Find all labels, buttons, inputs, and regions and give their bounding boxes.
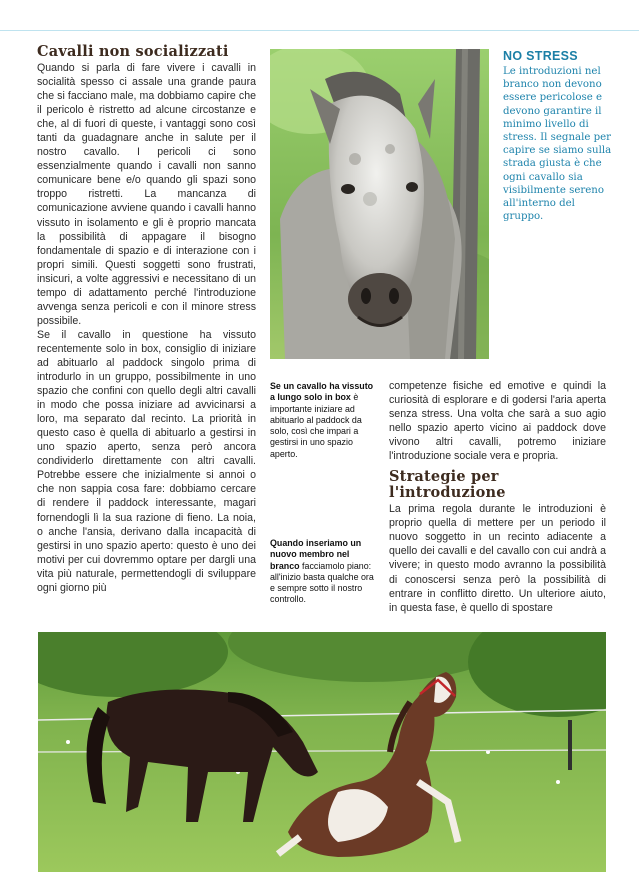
caption-text: è importante iniziare ad abituarlo al paddock da solo, così che impari a gestirsi in uno spazio aperto.: [270, 392, 362, 459]
photo-grey-horse: [270, 49, 489, 359]
sidebar-box: [503, 49, 615, 223]
section-heading: Cavalli non socializzati: [37, 43, 229, 60]
left-column: [37, 44, 256, 595]
grey-horse-illustration: [270, 49, 489, 359]
sidebar-title: NO STRESS: [503, 49, 578, 63]
body-paragraph: Quando si parla di fare vivere i cavalli in socialità spesso ci assale una grande paura che si facciano male, ma dobbiamo capire che il pericolo è ristretto ad alcune circostanze e che, al di fuori di queste, i vantaggi sono così tanti da guadagnare anche in salute per il nostro cavallo. I pericoli ci sono essenzialmente quando i cavalli non sanno comunicare bene e/o quando gli spazi sono troppo ristretti. La mancanza di comunicazione avviene quando i cavalli hanno vissuto in isolamento e gli è proprio mancata la possibilità di appagare il bisogno fondamentale di spazio e di interazione con i propri simili. Questi soggetti sono frustrati, insicuri, a volte aggressivi e necessitano di un tempo di adattamento perché l'introduzione avvenga senza pericoli e con il minore stress possibile.: [37, 62, 256, 327]
photo-caption: [270, 538, 378, 606]
body-paragraph: competenze fisiche ed emotive e quindi la curiosità di esplorare e di godersi l'aria aperta senza stress. Una volta che sarà a suo agio nello spazio aperto vicino ai paddock dove vivono altri cavalli, potremo iniziare l'introduzione sociale vera e propria.: [389, 380, 606, 463]
top-rule: [0, 30, 639, 31]
section-heading: Strategie per l'introduzione: [389, 468, 506, 502]
photo-caption: [270, 381, 378, 460]
right-column: [389, 379, 606, 615]
photo-horses-field: [38, 632, 606, 872]
caption-bold: Quando inseriamo un nuovo membro nel branco: [270, 538, 362, 571]
horses-field-illustration: [38, 632, 606, 872]
body-paragraph: La prima regola durante le introduzioni è proprio quella di mettere per un periodo il nuovo soggetto in un recinto adiacente a quello dei cavalli e del cavallo con cui andrà a vivere; in questo modo avranno la possibilità di conoscersi senza però la possibilità di entrare in conflitto diretto. Un ulteriore aiuto, in questa fase, è quello di spostare: [389, 503, 606, 614]
body-paragraph: Se il cavallo in questione ha vissuto recentemente solo in box, consiglio di iniziare ad abituarlo al paddock singolo prima di introdurlo in un gruppo, possibilmente in uno spazio che confini con quello degli altri cavalli in modo che possa iniziare ad avvicinarsi a loro, ma separato dal recinto. La priorità in questo caso è quella di abituarlo a gestirsi in uno spazio aperto, senza però ancora condividerlo direttamente con altri cavalli. Potrebbe essere che inizialmente si annoi o che non sappia cosa fare: dobbiamo cercare di rendere il paddock interessante, magari fornendogli lì la sua razione di fieno. La noia, o anche l'ansia, derivano dalla incapacità di gestirsi in uno spazio aperto: questo è uno dei motivi per cui dovremmo optare per dargli una vita più naturale, permettendogli di sviluppare ogni giorno più: [37, 328, 256, 594]
caption-text: facciamolo piano: all'inizio basta qualche ora e sempre sotto il nostro controllo.: [270, 560, 374, 605]
caption-bold: Se un cavallo ha vissuto a lungo solo in box: [270, 381, 374, 403]
sidebar-text: Le introduzioni nel branco non devono essere pericolose e devono garantire il minimo livello di stress. Il segnale per capire se siamo sulla strada giusta è che ogni cavallo sia visibilmente sereno all'interno del gruppo.: [503, 66, 612, 223]
